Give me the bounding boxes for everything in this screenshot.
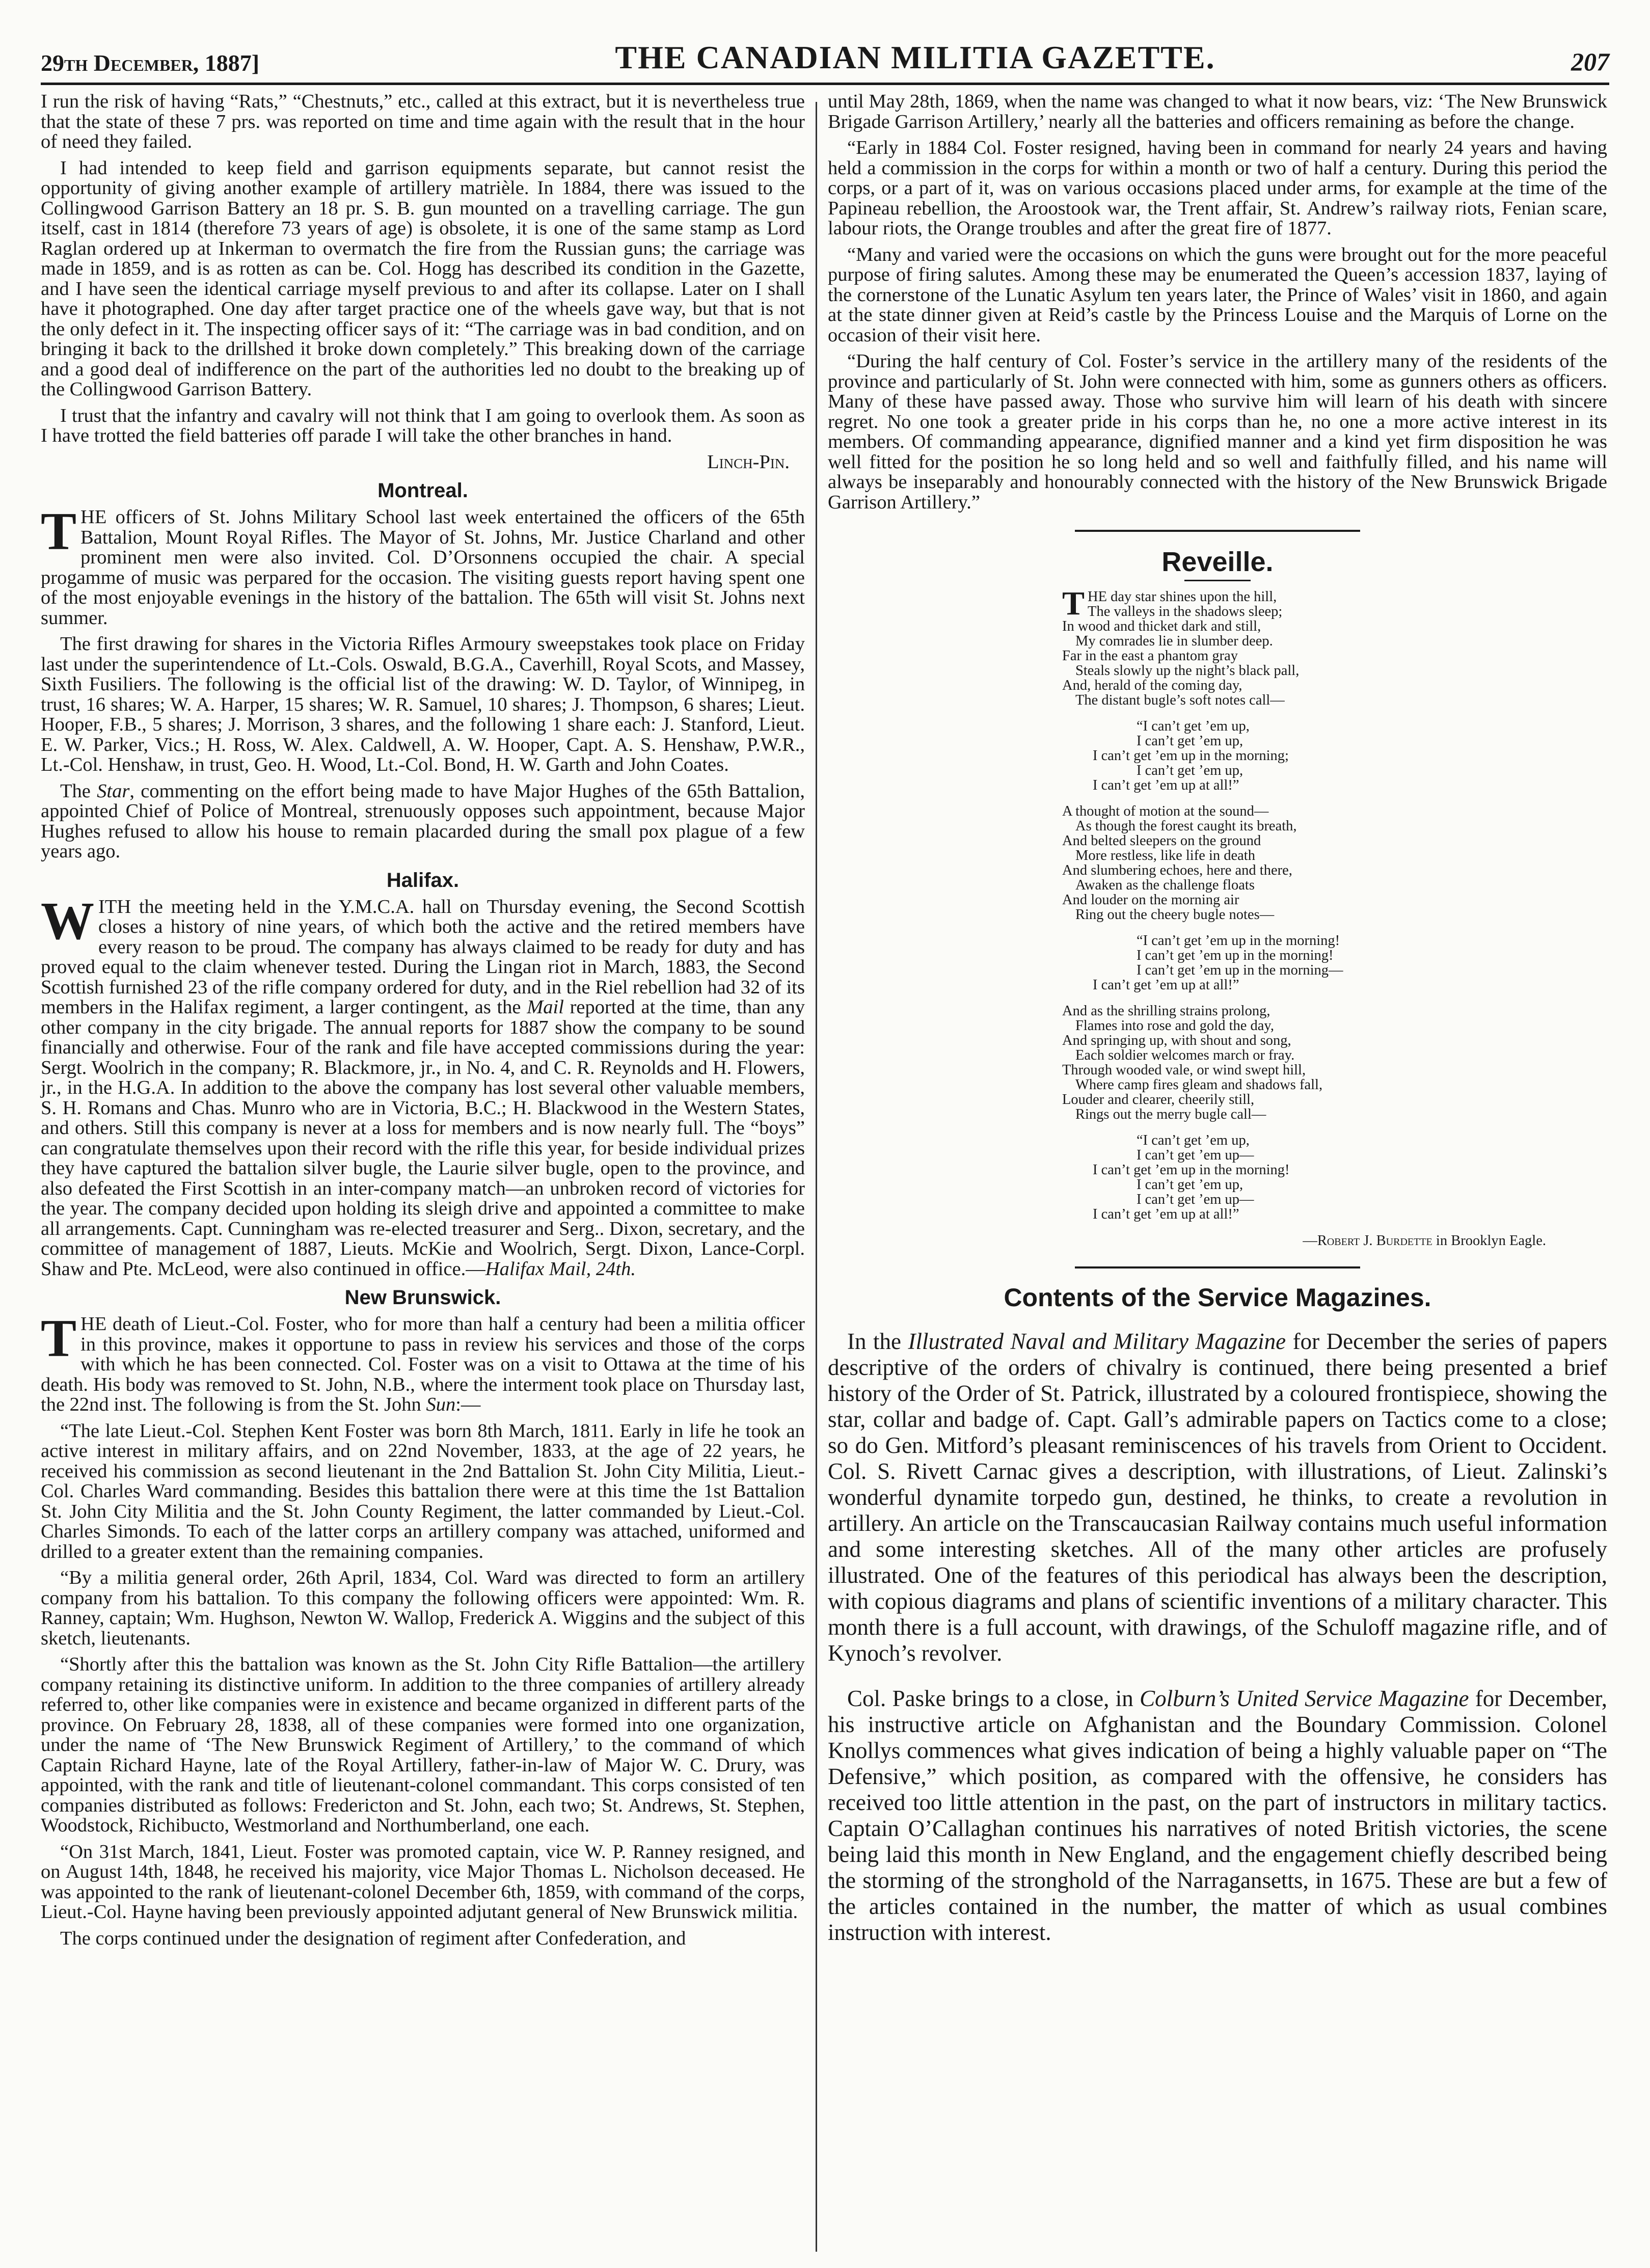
poem xyxy=(1062,585,1572,1222)
masthead-title: THE CANADIAN MILITIA GAZETTE. xyxy=(615,39,1215,75)
drop-cap: T xyxy=(41,501,77,561)
contents-article xyxy=(828,1329,1607,1946)
article-paragraph: “During the half century of Col. Foster’s service in the artillery many of the residents of the province and particularly of St. John were connected with him, some as gunners others as officers. Many of these have passed away. Those who survive him will learn of his death with sincere regret. No one took a greater pride in his corps than he, no one a more active interest in its members. Of commanding appearance, dignified manner and a kind yet firm disposition he was well fitted for the position he so long held and so well and faithfully filled, and his name will always be inseparably and honourably connected with the history of the New Brunswick Brigade Garrison Artillery.” xyxy=(828,350,1607,513)
article-paragraph: I had intended to keep field and garrison equipments separate, but cannot resist the opportunity of giving another example of artillery matrièle. In 1884, there was issued to the Collingwood Garrison Battery an 18 pr. S. B. gun mounted on a travelling carriage. The gun itself, cast in 1814 (therefore 73 years of age) is obsolete, it is one of the same stamp as Lord Raglan ordered up at Inkerman to overmatch the fire from the Russian guns; the carriage was made in 1859, and is as rotten as can be. Col. Hogg has described its condition in the Gazette, and I have seen the identical carriage myself previous to and after its collapse. Later on I shall have it photographed. One day after target practice one of the wheels gave way, but that is not the only defect in it. The inspecting officer says of it: “The carriage was in bad condition, and on bringing it back to the drillshed it broke down completely.” This breaking down of the carriage and a good deal of indifference on the part of the authorities led no doubt to the breaking up of the Collingwood Garrison Battery. xyxy=(41,157,805,400)
section-heading-montreal: Montreal. xyxy=(377,479,468,502)
article-paragraph: The corps continued under the designation of regiment after Confederation, and xyxy=(60,1927,686,1949)
article-paragraph: THE officers of St. Johns Military School last week entertained the officers of the 65th Battalion, Mount Royal Rifles. The Mayor of St. Johns, Mr. Justice Charland and other prominent men were also invited. Col. D’Orsonnens occupied the chair. A special progamme of music was perpared for the occasion. The visiting guests report having spent one of the most enjoyable evenings in the history of the battalion. The 65th will visit St. Johns next summer. xyxy=(41,501,805,629)
author-signature: Linch-Pin. xyxy=(707,451,790,473)
poem-line: I can’t get ’em up, xyxy=(1137,763,1243,778)
poem-stanza xyxy=(1062,1004,1572,1122)
poem-line: Awaken as the challenge floats xyxy=(1075,877,1255,893)
poem-line: Rings out the merry bugle call— xyxy=(1075,1106,1266,1122)
poem-line: “I can’t get ’em up in the morning! xyxy=(1137,933,1340,949)
right-column xyxy=(828,92,1607,1965)
poem-line: Where camp fires gleam and shadows fall, xyxy=(1075,1077,1323,1093)
poem-line: And as the shrilling strains prolong, xyxy=(1062,1003,1270,1019)
poem-line: More restless, like life in death xyxy=(1075,848,1255,863)
title-rule xyxy=(1184,580,1251,581)
article-paragraph: The first drawing for shares in the Victoria Rifles Armoury sweepstakes took place on Friday last under the superintendence of Lt.-Cols. Oswald, B.G.A., Caverhill, Royal Scots, and Massey, Sixth Fusiliers. The following is the official list of the drawing: W. D. Taylor, of Winnipeg, in trust, 16 shares; W. A. Harper, 15 shares; W. R. Samuel, 10 shares; J. Thompson, 6 shares; Lieut. Hooper, F.B., 5 shares; J. Morrison, 3 shares, and the following 1 share each: J. Stanford, Lieut. E. W. Parker, Vics.; H. Ross, W. Alex. Caldwell, A. W. Hooper, Capt. A. S. Henshaw, P.W.R., Lt.-Col. Henshaw, in trust, Geo. H. Wood, Lt.-Col. Bond, H. W. Garth and John Coates. xyxy=(41,633,805,775)
page-number: 207 xyxy=(1571,47,1609,76)
poem-stanza xyxy=(1062,804,1572,922)
poem-line: Through wooded vale, or wind swept hill, xyxy=(1062,1062,1306,1078)
poem-line: “I can’t get ’em up, xyxy=(1137,1132,1250,1148)
article-paragraph: “Early in 1884 Col. Foster resigned, having been in command for nearly 24 years and having held a commission in the corps for within a month or two of half a century. During this period the corps, or a part of it, was on various occasions placed under arms, for example at the time of the Papineau rebellion, the Aroostook war, the Trent affair, St. Andrew’s railway riots, Fenian scare, labour riots, the Orange troubles and after the great fire of 1877. xyxy=(828,137,1607,239)
poem-chorus xyxy=(1062,1133,1572,1222)
article-paragraph: Col. Paske brings to a close, in Colburn’s United Service Magazine for December, his instructive article on Afghanistan and the Boundary Commission. Colonel Knollys commences what gives indication of being a highly valuable paper on “The Defensive,” which position, as compared with the offensive, he considers has received too little attention in the past, on the part of instructors in military tactics. Captain O’Callaghan continues his narratives of noted British victories, the scene being laid this month in New England, and the engagement chiefly described being the storming of the stronghold of the Narragansetts, in 1675. These are but a few of the articles contained in the number, the matter of which as usual combines instruction with interest. xyxy=(828,1686,1607,1945)
article-paragraph: WITH the meeting held in the Y.M.C.A. hall on Thursday evening, the Second Scottish closes a history of nine years, of which both the active and the retired members have every reason to be proud. The company has always claimed to be ready for duty and has proved equal to the claim whenever tested. During the Lingan riot in March, 1883, the Second Scottish furnished 23 of the rifle company ordered for duty, and in the Riel rebellion had 32 of its members in the Halifax regiment, a larger contingent, as the Mail reported at the time, than any other company in the city brigade. The annual reports for 1887 show the company to be sound financially and otherwise. Four of the rank and file have accepted commissions during the year: Sergt. Woolrich in the company; R. Blackmore, jr., in No. 4, and C. R. Reynolds and H. Flowers, jr., in the H.G.A. In addition to the above the company has lost several other valuable members, S. H. Romans and Chas. Munro who are in Victoria, B.C.; H. Blackwood in the Western States, and others. Still this company is never at a loss for members and is now nearly full. The “boys” can congratulate themselves upon their record with the rifle this year, for beside individual prizes they have captured the battalion silver bugle, the Laurie silver bugle, open to the province, and also defeated the First Scottish in an inter-company match—an unbroken record of victories for the year. The company decided upon holding its sleigh drive and appointed a committee to make all arrangements. Capt. Cunningham was re-elected treasurer and Serg.. Dixon, secretary, and the committee of management of 1887, Lieuts. McKie and Woolrich, Sergt. Dixon, Lance-Corpl. Shaw and Pte. McLeod, were also continued in office.—Halifax Mail, 24th. xyxy=(41,890,805,1280)
poem-line: I can’t get ’em up in the morning— xyxy=(1137,962,1343,978)
poem-line: I can’t get ’em up in the morning! xyxy=(1093,1162,1290,1178)
poem-line: Ring out the cheery bugle notes— xyxy=(1075,907,1275,923)
poem-line: THE day star shines upon the hill, xyxy=(1062,585,1277,622)
poem-line: The valleys in the shadows sleep; xyxy=(1088,604,1283,619)
poem-line: I can’t get ’em up— xyxy=(1137,1147,1254,1163)
poem-line: The distant bugle’s soft notes call— xyxy=(1075,692,1285,708)
poem-stanza xyxy=(1062,585,1572,708)
poem-line: And slumbering echoes, here and there, xyxy=(1062,862,1292,878)
article-paragraph: I trust that the infantry and cavalry will not think that I am going to overlook them. As soon as I have trotted the field batteries off parade I will take the other branches in hand. xyxy=(41,404,805,446)
poem-line: As though the forest caught its breath, xyxy=(1075,818,1297,834)
contents-heading: Contents of the Service Magazines. xyxy=(1004,1283,1431,1312)
drop-cap: T xyxy=(1062,585,1085,622)
poem-line: “I can’t get ’em up, xyxy=(1137,718,1250,734)
article-paragraph: THE death of Lieut.-Col. Foster, who for more than half a century had been a militia officer in this province, makes it opportune to pass in review his services and those of the corps with which he has been connected. Col. Foster was on a visit to Ottawa at the time of his death. His body was removed to St. John, N.B., where the interment took place on Thursday last, the 22nd inst. The following is from the St. John Sun:— xyxy=(41,1308,805,1415)
drop-cap: W xyxy=(41,890,94,951)
poem-line: Flames into rose and gold the day, xyxy=(1075,1018,1274,1034)
poem-line: A thought of motion at the sound— xyxy=(1062,803,1269,819)
poem-attribution: —Robert J. Burdette in Brooklyn Eagle. xyxy=(1303,1233,1546,1249)
poem-line: My comrades lie in slumber deep. xyxy=(1075,633,1273,649)
poem-chorus xyxy=(1062,933,1572,992)
poem-chorus xyxy=(1062,719,1572,793)
poem-line: And belted sleepers on the ground xyxy=(1062,833,1261,849)
poem-line: I can’t get ’em up in the morning! xyxy=(1137,948,1334,963)
section-rule xyxy=(1075,530,1360,532)
left-column xyxy=(41,92,805,1955)
article-paragraph: “Many and varied were the occasions on which the guns were brought out for the more peaceful purpose of firing salutes. Among these may be enumerated the Queen’s accession 1837, laying of the cornerstone of the Lunatic Asylum ten years later, the Prince of Wales’ visit in 1860, and again at the state dinner given at Reid’s castle by the Princess Louise and the Marquis of Lorne on the occasion of their visit here. xyxy=(828,244,1607,346)
article-paragraph: until May 28th, 1869, when the name was changed to what it now bears, viz: ‘The New Brunswick Brigade Garrison Artillery,’ nearly all the batteries and officers remaining as before the change. xyxy=(828,91,1607,132)
poem-line: I can’t get ’em up, xyxy=(1137,1177,1243,1193)
poem-line: I can’t get ’em up in the morning; xyxy=(1093,748,1289,764)
article-paragraph: I run the risk of having “Rats,” “Chestnuts,” etc., called at this extract, but it is nevertheless true that the state of these 7 prs. was reported on time and time again with the result that in the hour of need they failed. xyxy=(41,91,805,152)
running-head xyxy=(41,31,1609,85)
poem-line: I can’t get ’em up— xyxy=(1137,1192,1254,1207)
column-divider xyxy=(816,102,817,2252)
article-paragraph: “The late Lieut.-Col. Stephen Kent Foster was born 8th March, 1811. Early in life he took an active interest in military affairs, and on 22nd November, 1833, at the age of 22 years, he received his commission as second lieutenant in the 2nd Battalion St. John City Militia, Lieut.-Col. Charles Ward commanding. Besides this battalion there were at this time the 1st Battalion St. John City Militia and the St. John County Regiment, the latter commanded by Lieut.-Col. Charles Simonds. To each of the latter corps an artillery company was attached, uniformed and drilled to a greater extent than the remaining companies. xyxy=(41,1420,805,1562)
section-heading-new-brunswick: New Brunswick. xyxy=(344,1286,501,1309)
drop-cap: T xyxy=(41,1308,77,1368)
section-heading-halifax: Halifax. xyxy=(386,869,459,892)
poem-line: In wood and thicket dark and still, xyxy=(1062,618,1261,634)
poem-line: Each soldier welcomes march or fray. xyxy=(1075,1047,1295,1063)
poem-line: Louder and clearer, cheerily still, xyxy=(1062,1092,1255,1108)
poem-line: I can’t get ’em up at all!” xyxy=(1093,977,1239,993)
poem-line: Far in the east a phantom gray xyxy=(1062,648,1238,664)
poem-line: Steals slowly up the night’s black pall, xyxy=(1075,663,1300,679)
article-paragraph: “On 31st March, 1841, Lieut. Foster was promoted captain, vice W. P. Ranney resigned, and on August 14th, 1848, he received his majority, vice Major Thomas L. Nicholson deceased. He was appointed to the rank of lieutenant-colonel December 6th, 1859, with command of the corps, Lieut.-Col. Hayne having been previously appointed adjutant general of New Brunswick militia. xyxy=(41,1841,805,1923)
poem-line: And springing up, with shout and song, xyxy=(1062,1033,1291,1048)
poem-line: And, herald of the coming day, xyxy=(1062,678,1242,693)
article-paragraph: In the Illustrated Naval and Military Magazine for December the series of papers descriptive of the orders of chivalry is continued, there being presented a brief history of the Order of St. Patrick, illustrated by a coloured frontispiece, showing the star, collar and badge of. Capt. Gall’s admirable papers on Tactics come to a close; so do Gen. Mitford’s pleasant reminiscences of his travels from Orient to Occident. Col. S. Rivett Carnac gives a description, with illustrations, of Lieut. Zalinski’s wonderful dynamite torpedo gun, destined, he thinks, to create a revolution in artillery. An article on the Transcaucasian Railway contains much useful information and some interesting sketches. All of the many other articles are profusely illustrated. One of the features of this periodical has always been the description, with copious diagrams and plans of scientific inventions of a military character. This month there is a full account, with drawings, of the Schuloff magazine rifle, and of Kynoch’s revolver. xyxy=(828,1329,1607,1666)
poem-line: I can’t get ’em up at all!” xyxy=(1093,1206,1239,1222)
article-paragraph: The Star, commenting on the effort being made to have Major Hughes of the 65th Battalion, appointed Chief of Police of Montreal, strenuously opposes such appointment, because Major Hughes refused to allow his house to remain placarded during the small pox plague of a few years ago. xyxy=(41,780,805,862)
article-paragraph: “By a militia general order, 26th April, 1834, Col. Ward was directed to form an artillery company from his battalion. To this company the following officers were appointed: Wm. R. Ranney, captain; Wm. Hughson, Newton W. Wallop, Frederick A. Wiggins and the subject of this sketch, lieutenants. xyxy=(41,1567,805,1649)
poem-line: I can’t get ’em up, xyxy=(1137,733,1243,749)
issue-date: 29th December, 1887] xyxy=(41,50,260,76)
poem-line: I can’t get ’em up at all!” xyxy=(1093,777,1239,793)
article-paragraph: “Shortly after this the battalion was known as the St. John City Rifle Battalion—the artillery company retaining its distinctive uniform. In addition to the three companies of artillery already referred to, other like companies were in existence and became organized in different parts of the province. On February 28, 1838, all of these companies were formed into one organization, under the name of ‘The New Brunswick Regiment of Artillery,’ to the command of which Captain Richard Hayne, late of the Royal Artillery, father-in-law of Major W. C. Drury, was appointed, with the rank and title of lieutenant-colonel commandant. This corps consisted of ten companies distributed as follows: Fredericton and St. John, each two; St. Andrews, St. Stephen, Woodstock, Richibucto, Westmorland and Northumberland, one each. xyxy=(41,1654,805,1836)
section-rule xyxy=(1075,1266,1360,1268)
poem-title: Reveille. xyxy=(1161,547,1274,577)
poem-line: And louder on the morning air xyxy=(1062,892,1239,908)
